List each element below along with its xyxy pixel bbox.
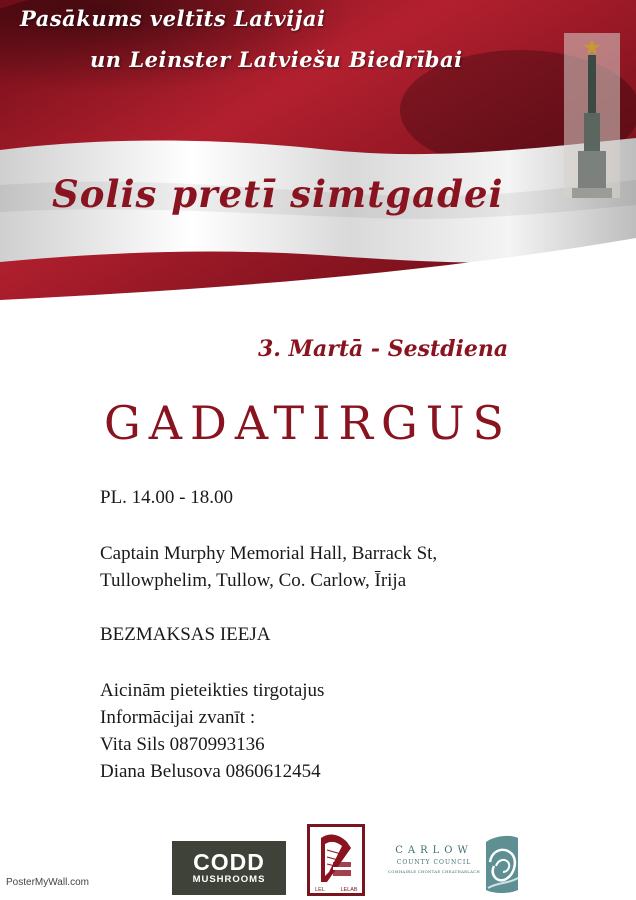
- free-entry: BEZMAKSAS IEEJA: [100, 624, 271, 645]
- contact-person-2: Diana Belusova 0860612454: [100, 761, 321, 782]
- info-label: Informācijai zvanīt :: [100, 707, 256, 728]
- dedication-line-2: un Leinster Latviešu Biedrībai: [90, 47, 463, 72]
- codd-mushrooms-logo: [172, 841, 286, 895]
- codd-logo-name: CODD: [193, 849, 265, 875]
- vendor-invite: Aicinām pieteikties tirgotajus: [100, 680, 325, 701]
- event-address: [100, 540, 437, 594]
- contact-person-1: Vita Sils 0870993136: [100, 734, 265, 755]
- event-title: GADATIRGUS: [104, 396, 513, 450]
- dedication-line-1: Pasākums veltīts Latvijai: [20, 6, 326, 31]
- contact-info: [100, 677, 324, 785]
- event-time: PL. 14.00 - 18.00: [100, 487, 233, 508]
- carlow-logo-title: CARLOW: [395, 845, 473, 856]
- carlow-logo-irish: COMHAIRLE CHONTAE CHEATHARLACH: [388, 869, 480, 874]
- postermywall-credit[interactable]: PosterMyWall.com: [6, 877, 89, 888]
- address-line-1: Captain Murphy Memorial Hall, Barrack St,: [100, 543, 438, 564]
- carlow-county-council-logo: [386, 832, 526, 898]
- freedom-monument-image: [564, 33, 620, 198]
- harp-icon: [307, 824, 365, 896]
- lb-logo-right: LELAB: [340, 887, 358, 893]
- lb-logo-left: LEL: [315, 887, 325, 893]
- carlow-emblem-icon: [484, 832, 520, 896]
- address-line-2: Tullowphelim, Tullow, Co. Carlow, Īrija: [100, 570, 407, 591]
- carlow-logo-text: [386, 844, 482, 876]
- leinster-latvian-society-logo: [307, 824, 365, 896]
- event-date: 3. Martā - Sestdiena: [258, 336, 509, 362]
- carlow-logo-sub: COUNTY COUNCIL: [396, 859, 472, 866]
- slogan: Solis pretī simtgadei: [52, 172, 504, 216]
- codd-logo-sub: MUSHROOMS: [192, 874, 266, 885]
